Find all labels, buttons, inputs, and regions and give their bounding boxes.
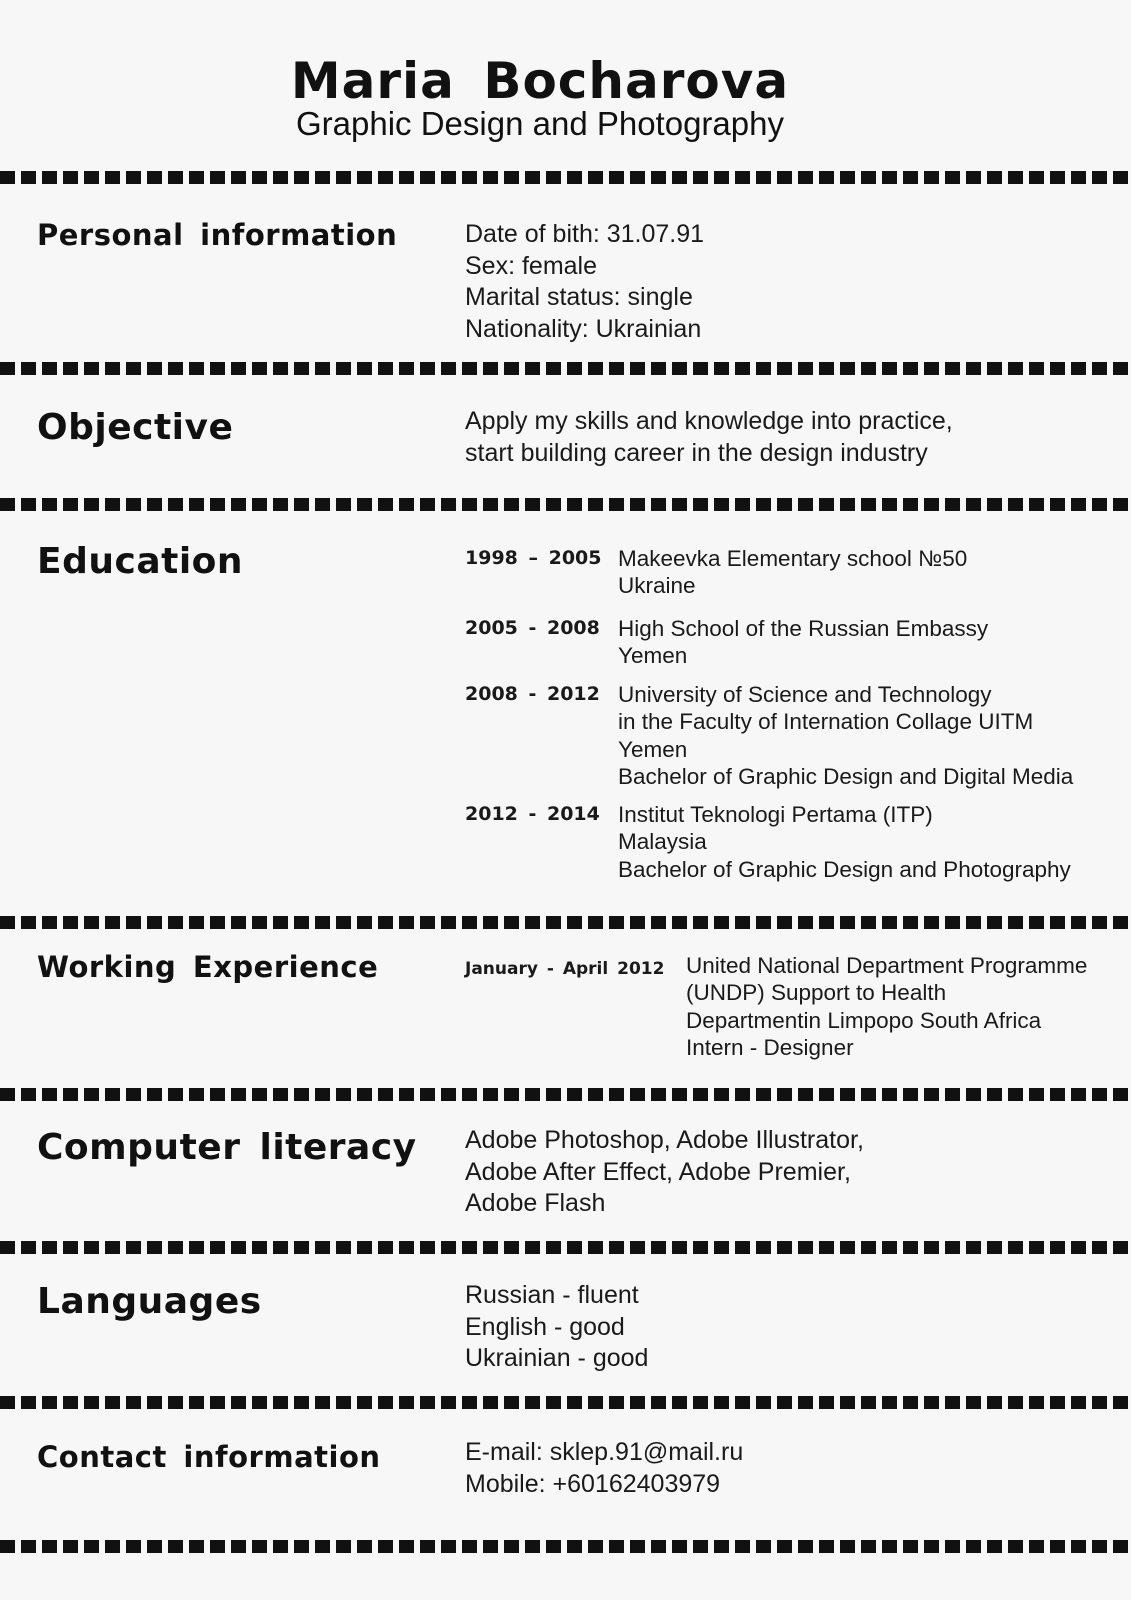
education-details	[618, 615, 988, 670]
education-years: 2008 - 2012	[465, 683, 600, 705]
section-title-objective: Objective	[37, 407, 234, 448]
objective-content	[465, 406, 953, 469]
page-title: Maria Bocharova	[290, 52, 790, 110]
education-line: High School of the Russian Embassy	[618, 616, 989, 641]
resume-header	[0, 52, 1080, 142]
section-divider	[0, 1241, 1131, 1254]
section-divider	[0, 171, 1131, 184]
work-line: Departmentin Limpopo South Africa	[686, 1007, 1042, 1033]
education-line: Makeevka Elementary school №50	[618, 546, 968, 571]
education-years: 2012 - 2014	[465, 803, 600, 825]
computer-line: Adobe Flash	[465, 1189, 606, 1217]
languages-content	[465, 1280, 648, 1375]
education-years: 2005 - 2008	[465, 617, 600, 639]
language-line: Ukrainian - good	[465, 1344, 649, 1372]
education-line: Bachelor of Graphic Design and Digital Media	[618, 763, 1074, 789]
education-line: Malaysia	[618, 829, 707, 855]
section-divider	[0, 916, 1131, 929]
section-divider	[0, 362, 1131, 375]
education-details	[618, 545, 967, 600]
education-line: in the Faculty of Internation Collage UITM	[618, 709, 1034, 735]
education-details	[618, 801, 1071, 883]
personal-info-content	[465, 219, 704, 345]
education-line: Institut Teknologi Pertama (ITP)	[618, 802, 933, 827]
personal-line: Sex: female	[465, 251, 598, 280]
computer-line: Adobe Photoshop, Adobe Illustrator,	[465, 1126, 864, 1154]
personal-line: Marital status: single	[465, 283, 693, 311]
work-line: United National Department Programme	[686, 953, 1088, 978]
section-divider	[0, 1540, 1131, 1553]
email-line: E-mail: sklep.91@mail.ru	[465, 1438, 744, 1466]
education-line: Ukraine	[618, 573, 696, 599]
section-divider	[0, 1396, 1131, 1409]
section-title-contact: Contact information	[37, 1440, 381, 1474]
mobile-line: Mobile: +60162403979	[465, 1469, 721, 1498]
language-line: English - good	[465, 1312, 625, 1341]
section-title-languages: Languages	[37, 1281, 262, 1322]
education-years: 1998 – 2005	[465, 547, 602, 569]
contact-content	[465, 1437, 743, 1500]
section-title-work: Working Experience	[37, 950, 379, 984]
education-line: Bachelor of Graphic Design and Photography	[618, 856, 1071, 882]
work-details	[686, 952, 1087, 1061]
education-line: Yemen	[618, 643, 688, 669]
work-line: Intern - Designer	[686, 1034, 854, 1060]
section-title-personal: Personal information	[37, 218, 398, 252]
objective-line: Apply my skills and knowledge into practice,	[465, 407, 953, 435]
computer-line: Adobe After Effect, Adobe Premier,	[465, 1157, 851, 1186]
education-details	[618, 681, 1073, 790]
education-line: University of Science and Technology	[618, 682, 992, 707]
objective-line: start building career in the design industry	[465, 438, 928, 467]
education-line: Yemen	[618, 736, 688, 762]
section-divider	[0, 1088, 1131, 1101]
page-subtitle: Graphic Design and Photography	[296, 105, 784, 142]
personal-line: Nationality: Ukrainian	[465, 314, 702, 343]
work-years: January - April 2012	[465, 959, 665, 979]
language-line: Russian - fluent	[465, 1281, 639, 1309]
section-title-education: Education	[37, 541, 244, 582]
section-title-computer: Computer literacy	[37, 1127, 417, 1168]
work-line: (UNDP) Support to Health	[686, 980, 947, 1006]
computer-content	[465, 1125, 864, 1220]
section-divider	[0, 498, 1131, 511]
personal-line: Date of bith: 31.07.91	[465, 220, 705, 248]
